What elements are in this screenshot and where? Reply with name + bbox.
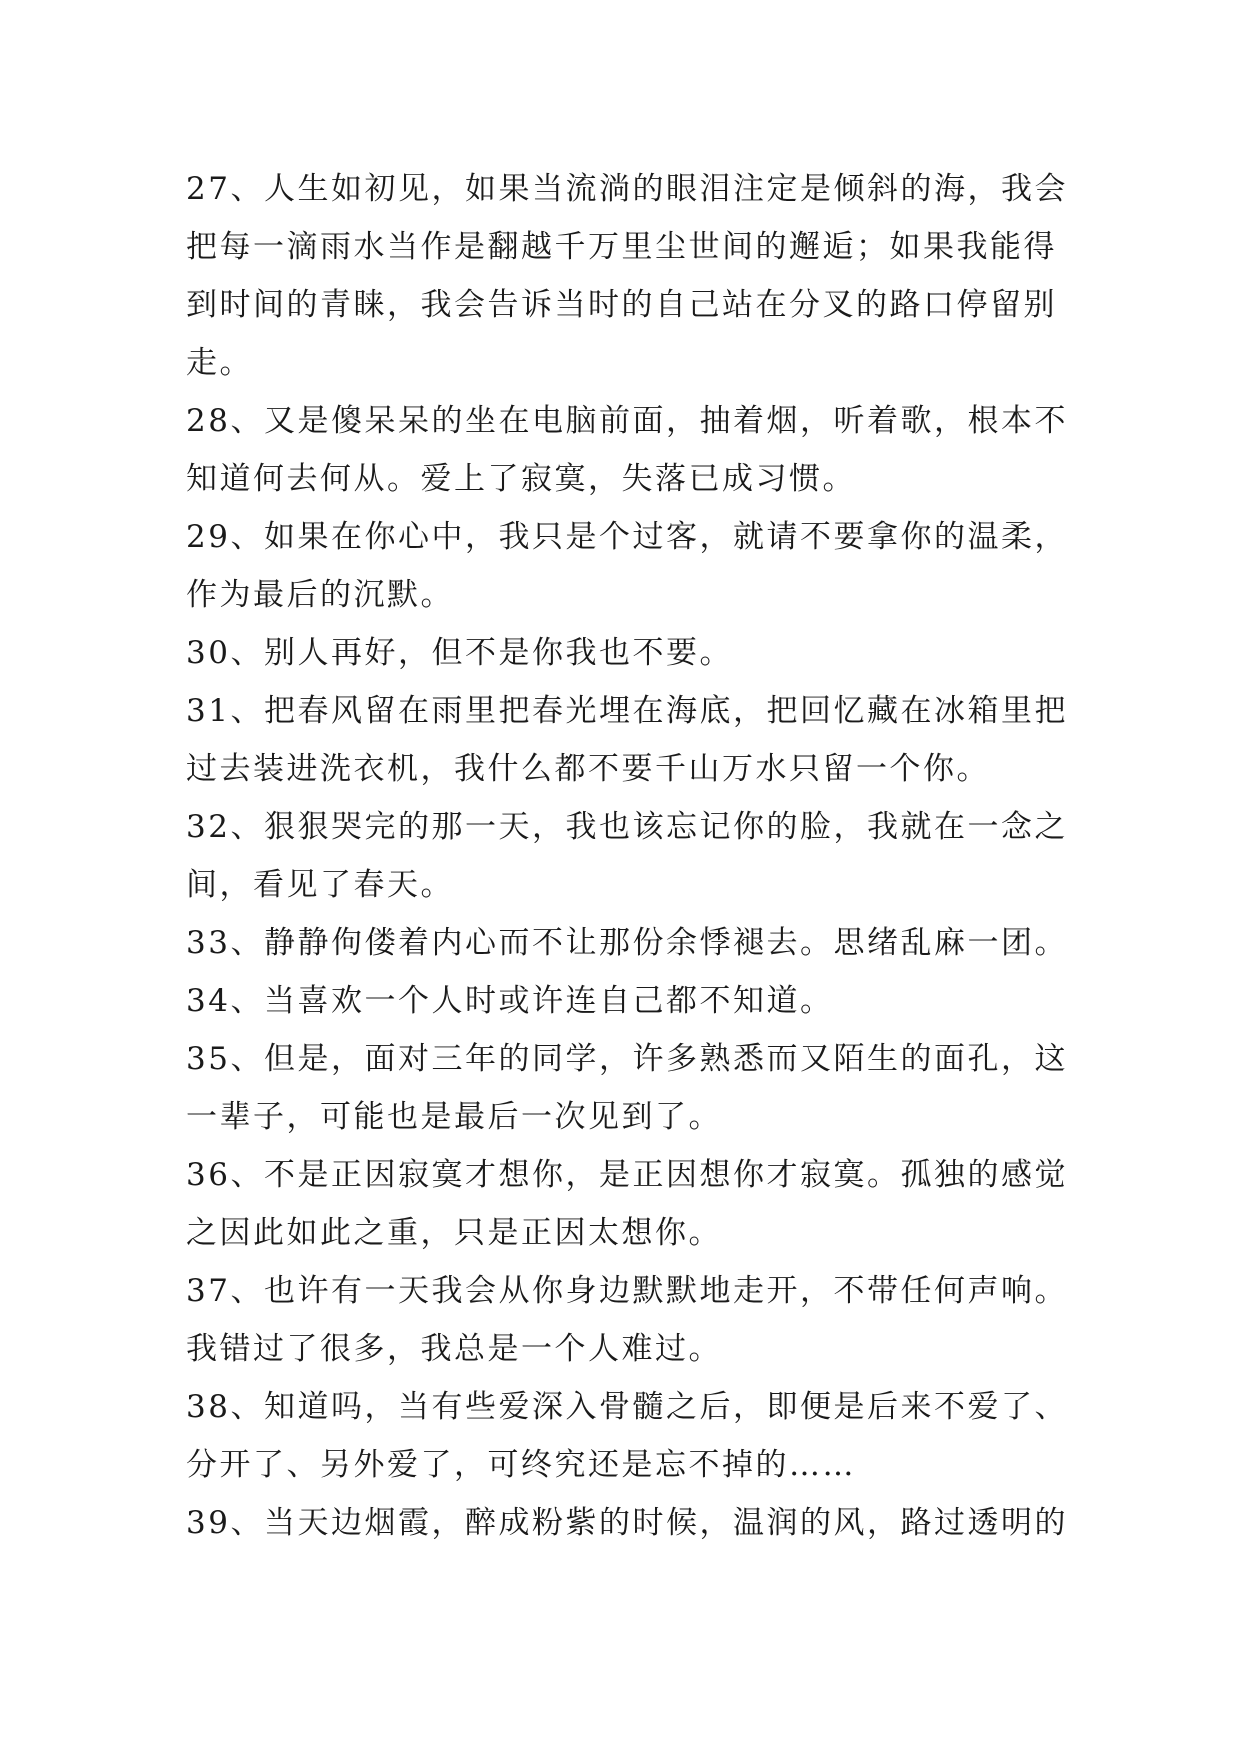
text-line: 过去装进洗衣机，我什么都不要千山万水只留一个你。 bbox=[186, 751, 990, 787]
text-line: 到时间的青睐，我会告诉当时的自己站在分叉的路口停留别 bbox=[186, 287, 1057, 323]
text-line: 作为最后的沉默。 bbox=[186, 577, 454, 613]
text-line: 一辈子，可能也是最后一次见到了。 bbox=[186, 1099, 722, 1135]
text-line: 39、当天边烟霞，醉成粉紫的时候，温润的风，路过透明的 bbox=[186, 1505, 1068, 1541]
text-line: 27、人生如初见，如果当流淌的眼泪注定是倾斜的海，我会 bbox=[186, 171, 1068, 207]
text-line: 32、狠狠哭完的那一天，我也该忘记你的脸，我就在一念之 bbox=[186, 809, 1068, 845]
text-line: 分开了、另外爱了，可终究还是忘不掉的…… bbox=[186, 1447, 856, 1483]
text-line: 间，看见了春天。 bbox=[186, 867, 454, 903]
text-line: 走。 bbox=[186, 345, 253, 381]
text-line: 34、当喜欢一个人时或许连自己都不知道。 bbox=[186, 983, 834, 1019]
text-line: 我错过了很多，我总是一个人难过。 bbox=[186, 1331, 722, 1367]
document-body bbox=[186, 160, 1066, 1552]
text-line: 30、别人再好，但不是你我也不要。 bbox=[186, 635, 733, 671]
text-line: 29、如果在你心中，我只是个过客，就请不要拿你的温柔， bbox=[186, 519, 1068, 555]
text-line: 36、不是正因寂寞才想你，是正因想你才寂寞。孤独的感觉 bbox=[186, 1157, 1068, 1193]
text-line: 37、也许有一天我会从你身边默默地走开，不带任何声响。 bbox=[186, 1273, 1068, 1309]
text-line: 33、静静佝偻着内心而不让那份余悸褪去。思绪乱麻一团。 bbox=[186, 925, 1068, 961]
text-line: 知道何去何从。爱上了寂寞，失落已成习惯。 bbox=[186, 461, 856, 497]
text-line: 28、又是傻呆呆的坐在电脑前面，抽着烟，听着歌，根本不 bbox=[186, 403, 1068, 439]
text-line: 把每一滴雨水当作是翻越千万里尘世间的邂逅；如果我能得 bbox=[186, 229, 1057, 265]
text-line: 31、把春风留在雨里把春光埋在海底，把回忆藏在冰箱里把 bbox=[186, 693, 1068, 729]
text-line: 之因此如此之重，只是正因太想你。 bbox=[186, 1215, 722, 1251]
text-line: 35、但是，面对三年的同学，许多熟悉而又陌生的面孔，这 bbox=[186, 1041, 1068, 1077]
text-line: 38、知道吗，当有些爱深入骨髓之后，即便是后来不爱了、 bbox=[186, 1389, 1068, 1425]
